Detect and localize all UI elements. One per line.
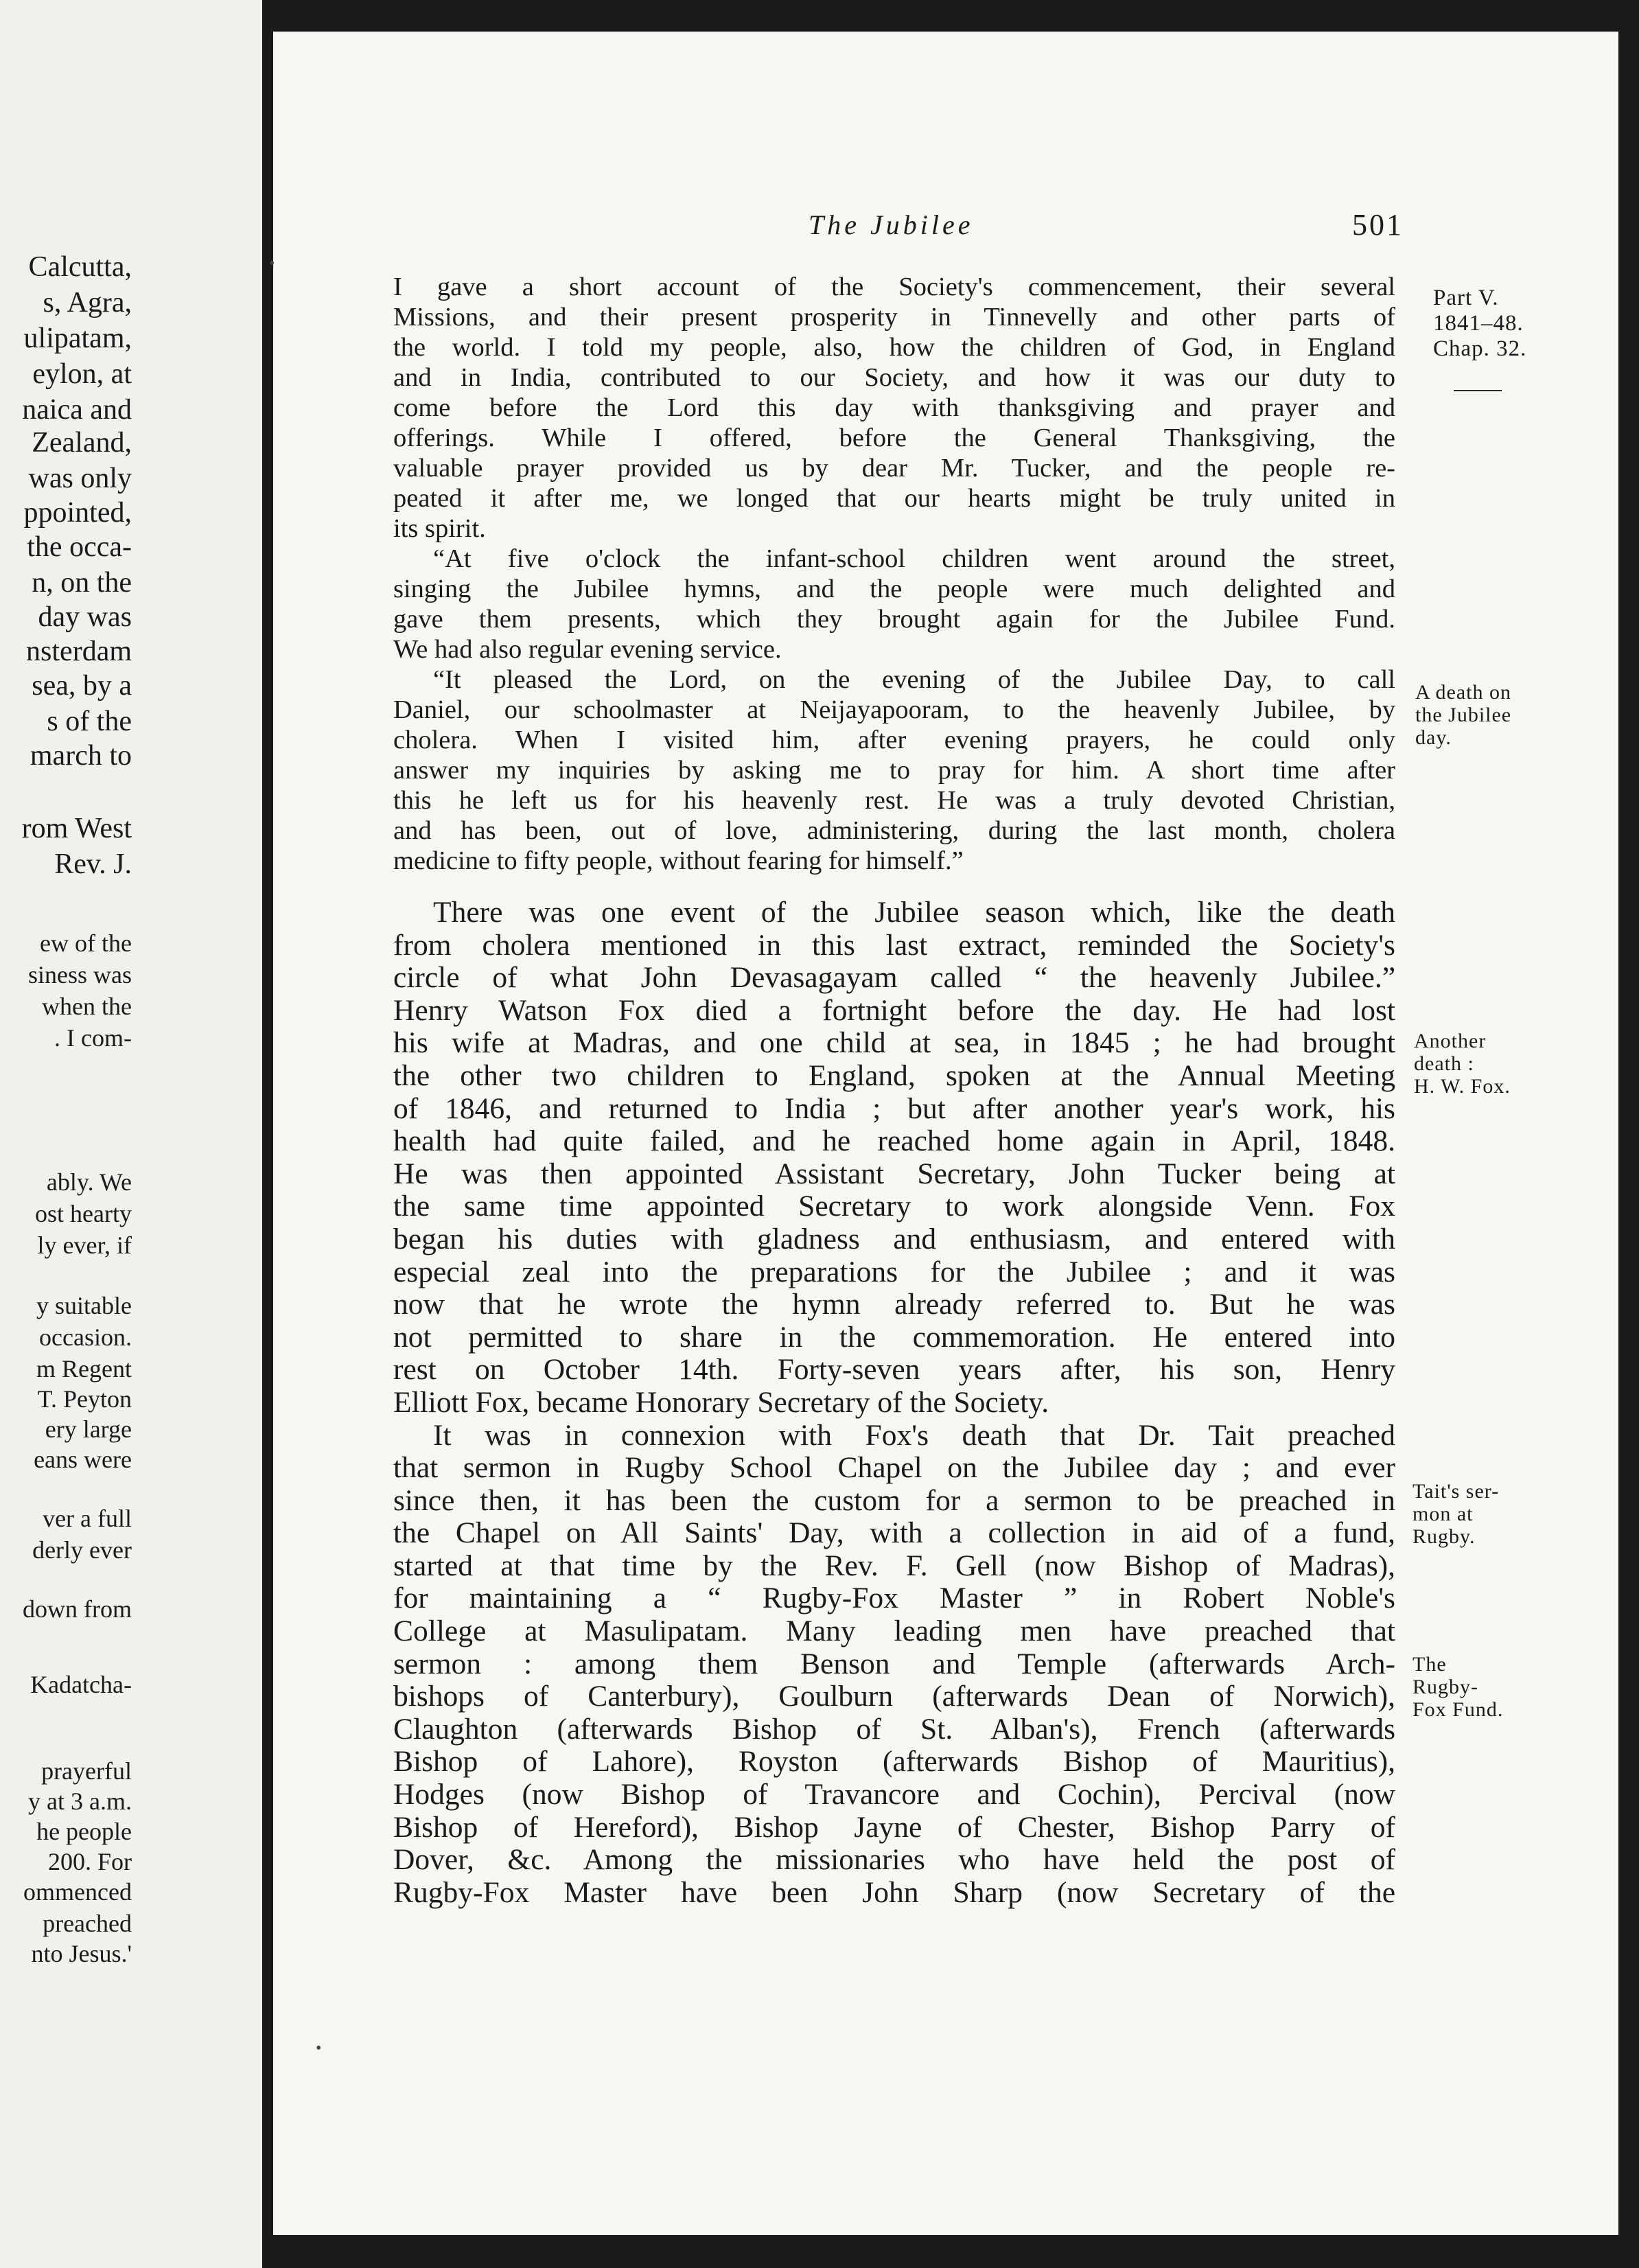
text-line: It was in connexion with Fox's death that Dr. Tait preached [433, 1419, 1395, 1452]
text-line: We had also regular evening service. [393, 635, 782, 664]
margin-note-tait-sermon [1413, 1480, 1499, 1548]
left-line: eans were [34, 1446, 132, 1473]
margin-note-line: Tait's ser- [1413, 1480, 1500, 1503]
running-header [273, 209, 1618, 250]
text-line: Missions, and their present prosperity in Tinnevelly and other parts of [393, 303, 1395, 332]
text-line: “At five o'clock the infant-school children went around the street, [433, 544, 1395, 573]
margin-note-line: 1841–48. [1433, 311, 1524, 336]
left-line: the occa- [27, 531, 132, 563]
margin-note-line: day. [1415, 726, 1452, 749]
left-line: ew of the [40, 929, 132, 957]
left-line: n, on the [32, 567, 132, 599]
margin-note-another-death [1414, 1030, 1511, 1098]
text-line: his wife at Madras, and one child at sea, in 1845 ; he had brought [393, 1027, 1395, 1060]
quoted-letter [393, 272, 1639, 876]
left-line: Calcutta, [28, 251, 132, 283]
scan-speck: • [269, 255, 275, 273]
left-line: siness was [28, 961, 132, 988]
text-line: now that he wrote the hymn already referred to. But he was [393, 1288, 1395, 1321]
text-line: peated it after me, we longed that our hearts might be truly united in [393, 484, 1395, 513]
text-line: There was one event of the Jubilee season which, like the death [433, 896, 1395, 929]
left-line: he people [36, 1818, 132, 1845]
text-line: for maintaining a “ Rugby-Fox Master ” in Robert Noble's [393, 1582, 1395, 1615]
margin-note-line: Fox Fund. [1413, 1698, 1504, 1721]
text-line: offerings. While I offered, before the General Thanksgiving, the [393, 424, 1395, 452]
text-line: and has been, out of love, administering, during the last month, cholera [393, 816, 1395, 845]
margin-note-line: A death on [1415, 681, 1511, 704]
left-line: ost hearty [35, 1200, 132, 1227]
margin-note-rugby-fox-fund [1413, 1653, 1503, 1721]
left-line: . I com- [54, 1024, 132, 1052]
page-number: 501 [1352, 208, 1404, 242]
text-line: “It pleased the Lord, on the evening of the Jubilee Day, to call [433, 665, 1395, 694]
margin-note-line: Chap. 32. [1433, 336, 1527, 361]
left-line: ommenced [23, 1878, 132, 1906]
running-title: The Jubilee [809, 209, 974, 240]
text-line: Elliott Fox, became Honorary Secretary of the Society. [393, 1386, 1049, 1419]
left-line: ery large [45, 1415, 132, 1443]
left-line: naica and [22, 394, 132, 426]
left-line: sea, by a [32, 670, 132, 702]
left-line: ulipatam, [23, 323, 132, 354]
text-line: I gave a short account of the Society's commencement, their several [393, 273, 1395, 301]
book-spine-shadow [262, 0, 273, 2268]
text-line: from cholera mentioned in this last extract, reminded the Society's [393, 929, 1395, 962]
text-line: of 1846, and returned to India ; but after another year's work, his [393, 1092, 1395, 1125]
margin-note-line: The [1413, 1653, 1447, 1676]
left-line: march to [30, 740, 132, 772]
margin-note-line: death : [1414, 1052, 1474, 1075]
text-line: medicine to fifty people, without fearing for himself.” [393, 846, 964, 875]
text-line: health had quite failed, and he reached home again in April, 1848. [393, 1125, 1395, 1158]
text-line: answer my inquiries by asking me to pray for him. A short time after [393, 756, 1395, 785]
paragraph-gap [393, 876, 1639, 896]
left-line: prayerful [41, 1757, 132, 1785]
left-line: Rev. J. [54, 848, 132, 880]
book-page [269, 32, 1618, 2235]
text-line: Claughton (afterwards Bishop of St. Alban's), French (afterwards [393, 1713, 1395, 1746]
left-line: eylon, at [32, 358, 132, 390]
margin-note-line: Rugby- [1413, 1676, 1478, 1698]
text-line: its spirit. [393, 514, 486, 543]
text-line: He was then appointed Assistant Secretary, John Tucker being at [393, 1157, 1395, 1190]
text-line: Bishop of Lahore), Royston (afterwards Bishop of Mauritius), [393, 1746, 1395, 1779]
left-line: y at 3 a.m. [28, 1787, 132, 1815]
text-line: singing the Jubilee hymns, and the people were much delighted and [393, 575, 1395, 603]
text-line: gave them presents, which they brought again for the Jubilee Fund. [393, 605, 1395, 634]
margin-note-line: the Jubilee [1415, 704, 1512, 726]
text-line: circle of what John Devasagayam called “ the heavenly Jubilee.” [393, 962, 1395, 995]
text-line: Daniel, our schoolmaster at Neijayapooram, to the heavenly Jubilee, by [393, 695, 1395, 724]
text-line: Bishop of Hereford), Bishop Jayne of Chester, Bishop Parry of [393, 1811, 1395, 1844]
left-line: down from [23, 1595, 132, 1623]
text-line: the Chapel on All Saints' Day, with a collection in aid of a fund, [393, 1517, 1395, 1550]
text-line: Henry Watson Fox died a fortnight before the day. He had lost [393, 994, 1395, 1027]
left-line: derly ever [32, 1536, 132, 1564]
text-line: this he left us for his heavenly rest. He was a truly devoted Christian, [393, 786, 1395, 815]
margin-note-line: mon at [1413, 1503, 1474, 1525]
text-line: not permitted to share in the commemoration. He entered into [393, 1321, 1395, 1354]
left-line: when the [42, 993, 132, 1020]
margin-note-line: Rugby. [1413, 1525, 1476, 1548]
left-line: nto Jesus.' [31, 1940, 132, 1967]
text-line: that sermon in Rugby School Chapel on the Jubilee day ; and ever [393, 1452, 1395, 1485]
margin-note-line: Another [1414, 1030, 1487, 1052]
left-line: rom West [21, 813, 132, 844]
text-line: the same time appointed Secretary to work alongside Venn. Fox [393, 1190, 1395, 1223]
margin-note-death-jubilee [1415, 681, 1511, 749]
text-line: valuable prayer provided us by dear Mr. Tucker, and the people re- [393, 454, 1395, 483]
text-line: cholera. When I visited him, after evening prayers, he could only [393, 726, 1395, 754]
text-line: Dover, &c. Among the missionaries who have held the post of [393, 1844, 1395, 1877]
text-line: sermon : among them Benson and Temple (afterwards Arch- [393, 1647, 1395, 1680]
text-line: Hodges (now Bishop of Travancore and Cochin), Percival (now [393, 1779, 1395, 1812]
text-line: the world. I told my people, also, how the children of God, in England [393, 333, 1395, 362]
text-line: especial zeal into the preparations for the Jubilee ; and it was [393, 1256, 1395, 1288]
left-line: s, Agra, [43, 287, 132, 319]
text-line: started at that time by the Rev. F. Gell (now Bishop of Madras), [393, 1549, 1395, 1582]
text-line: the other two children to England, spoken at the Annual Meeting [393, 1059, 1395, 1092]
left-line: T. Peyton [37, 1385, 132, 1413]
left-line: day was [38, 601, 132, 633]
text-line: College at Masulipatam. Many leading men have preached that [393, 1615, 1395, 1648]
left-line: Kadatcha- [30, 1671, 132, 1698]
left-line: ly ever, if [37, 1231, 132, 1259]
left-facing-page [0, 0, 262, 2268]
left-line: m Regent [36, 1355, 132, 1382]
left-line: preached [43, 1910, 132, 1937]
text-line: began his duties with gladness and enthusiasm, and entered with [393, 1223, 1395, 1256]
left-line: ably. We [46, 1168, 132, 1196]
text-line: Rugby-Fox Master have been John Sharp (now Secretary of the [393, 1876, 1395, 1909]
left-line: ver a full [43, 1505, 132, 1532]
margin-note-line: H. W. Fox. [1414, 1075, 1511, 1098]
left-line: ppointed, [23, 497, 132, 529]
left-line: y suitable [36, 1292, 132, 1319]
margin-note-line: Part V. [1433, 286, 1499, 310]
left-line: 200. For [47, 1848, 132, 1875]
left-line: s of the [47, 706, 132, 737]
text-line: bishops of Canterbury), Goulburn (afterwards Dean of Norwich), [393, 1680, 1395, 1713]
text-line: come before the Lord this day with thanksgiving and prayer and [393, 393, 1395, 422]
scan-speck: • [316, 2039, 322, 2057]
margin-rule [1454, 390, 1502, 391]
margin-note-part [1433, 286, 1526, 362]
text-line: rest on October 14th. Forty-seven years after, his son, Henry [393, 1354, 1395, 1387]
left-line: nsterdam [26, 636, 132, 667]
left-line: was only [28, 463, 132, 494]
left-line: Zealand, [32, 427, 132, 459]
text-line: since then, it has been the custom for a sermon to be preached in [393, 1484, 1395, 1517]
left-line: occasion. [39, 1323, 132, 1351]
text-line: and in India, contributed to our Society, and how it was our duty to [393, 363, 1395, 392]
